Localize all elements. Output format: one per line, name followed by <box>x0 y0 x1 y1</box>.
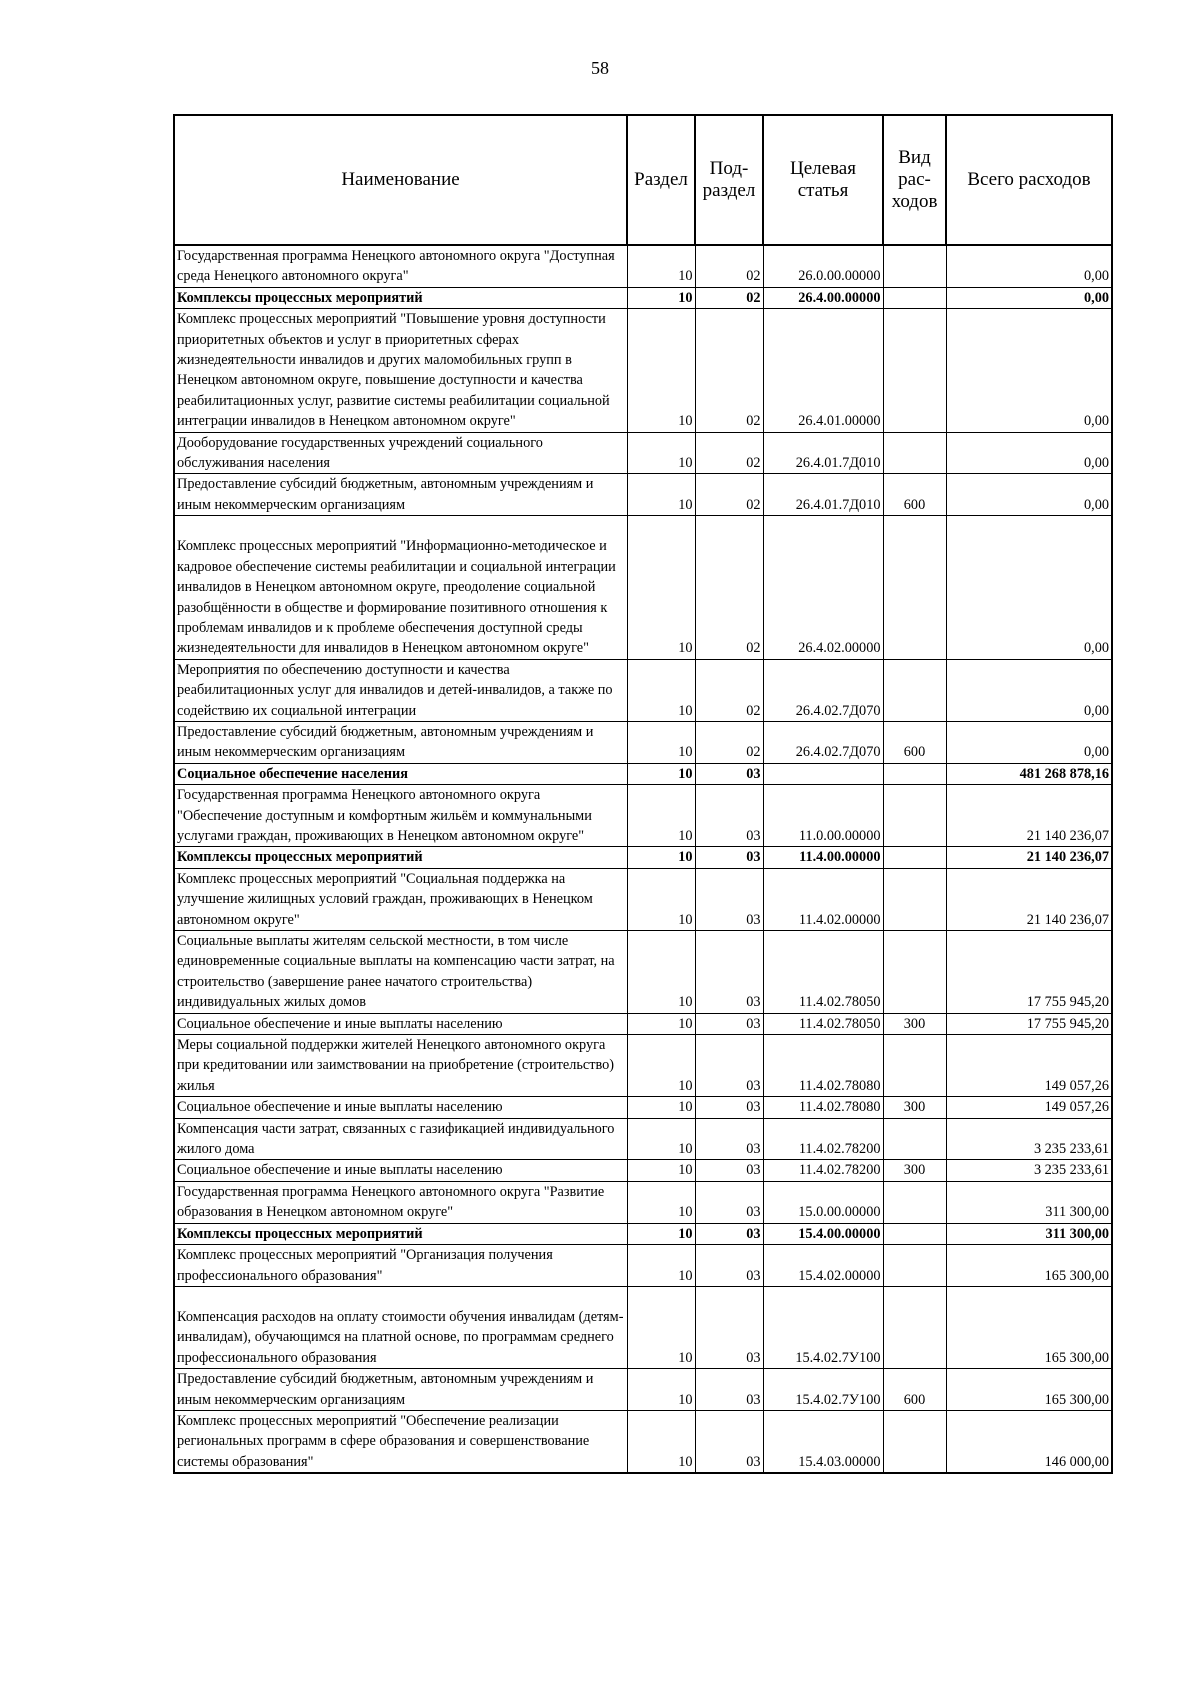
cell-section: 10 <box>627 847 695 868</box>
cell-article: 26.4.02.00000 <box>763 516 883 659</box>
cell-subsection: 03 <box>695 1160 763 1181</box>
cell-section: 10 <box>627 1223 695 1244</box>
cell-article: 11.4.02.78080 <box>763 1097 883 1118</box>
cell-name: Комплексы процессных мероприятий <box>174 1223 627 1244</box>
cell-total: 17 755 945,20 <box>946 931 1112 1014</box>
cell-expense-type: 600 <box>883 721 946 763</box>
cell-subsection: 02 <box>695 287 763 308</box>
cell-article: 11.0.00.00000 <box>763 785 883 847</box>
cell-expense-type <box>883 1035 946 1097</box>
cell-section: 10 <box>627 659 695 721</box>
cell-subsection: 03 <box>695 1245 763 1287</box>
header-total: Всего расходов <box>946 115 1112 245</box>
cell-total: 0,00 <box>946 287 1112 308</box>
cell-expense-type <box>883 659 946 721</box>
cell-expense-type <box>883 931 946 1014</box>
cell-subsection: 03 <box>695 763 763 784</box>
table-row <box>174 287 1112 308</box>
cell-section: 10 <box>627 721 695 763</box>
table-row <box>174 847 1112 868</box>
cell-article <box>763 763 883 784</box>
cell-expense-type <box>883 1410 946 1473</box>
cell-section: 10 <box>627 309 695 432</box>
budget-table <box>173 114 1113 1474</box>
cell-section: 10 <box>627 1369 695 1411</box>
table-body <box>174 245 1112 1473</box>
table-row <box>174 516 1112 659</box>
cell-name: Комплекс процессных мероприятий "Обеспечение реализации региональных программ в сфере образования и совершенствование системы образования" <box>174 1410 627 1473</box>
cell-section: 10 <box>627 287 695 308</box>
cell-article: 11.4.02.78080 <box>763 1035 883 1097</box>
cell-total: 165 300,00 <box>946 1245 1112 1287</box>
header-name: Наименование <box>174 115 627 245</box>
cell-total: 21 140 236,07 <box>946 847 1112 868</box>
table-row <box>174 1286 1112 1368</box>
cell-expense-type <box>883 1286 946 1368</box>
cell-article: 11.4.02.00000 <box>763 868 883 930</box>
cell-section: 10 <box>627 1410 695 1473</box>
cell-subsection: 02 <box>695 245 763 287</box>
cell-name: Комплекс процессных мероприятий "Повышение уровня доступности приоритетных объектов и услуг в приоритетных сферах жизнедеятельности инвалидов и других маломобильных групп в Ненецком автономном округе, повышение доступности и качества реабилитационных услуг, развитие системы реабилитации социальной интеграции инвалидов в Ненецком автономном округе" <box>174 309 627 432</box>
table-row <box>174 1118 1112 1160</box>
cell-total: 0,00 <box>946 245 1112 287</box>
cell-article: 11.4.02.78050 <box>763 1013 883 1034</box>
cell-total: 146 000,00 <box>946 1410 1112 1473</box>
cell-section: 10 <box>627 1035 695 1097</box>
cell-name: Комплекс процессных мероприятий "Организация получения профессионального образования" <box>174 1245 627 1287</box>
cell-subsection: 02 <box>695 309 763 432</box>
cell-total: 149 057,26 <box>946 1035 1112 1097</box>
table-row <box>174 1369 1112 1411</box>
cell-expense-type <box>883 432 946 474</box>
cell-name: Государственная программа Ненецкого автономного округа "Доступная среда Ненецкого автономного округа" <box>174 245 627 287</box>
cell-total: 0,00 <box>946 721 1112 763</box>
table-row <box>174 1097 1112 1118</box>
cell-section: 10 <box>627 868 695 930</box>
cell-name: Дооборудование государственных учреждений социального обслуживания населения <box>174 432 627 474</box>
cell-article: 26.4.01.7Д010 <box>763 474 883 516</box>
cell-section: 10 <box>627 474 695 516</box>
cell-name: Предоставление субсидий бюджетным, автономным учреждениям и иным некоммерческим организациям <box>174 474 627 516</box>
cell-subsection: 03 <box>695 1223 763 1244</box>
cell-article: 15.4.02.00000 <box>763 1245 883 1287</box>
cell-subsection: 02 <box>695 516 763 659</box>
table-row <box>174 1181 1112 1223</box>
cell-article: 15.4.00.00000 <box>763 1223 883 1244</box>
cell-expense-type <box>883 763 946 784</box>
cell-name: Компенсация части затрат, связанных с газификацией индивидуального жилого дома <box>174 1118 627 1160</box>
cell-subsection: 03 <box>695 1286 763 1368</box>
cell-expense-type <box>883 847 946 868</box>
cell-total: 0,00 <box>946 516 1112 659</box>
cell-section: 10 <box>627 1118 695 1160</box>
cell-article: 26.4.02.7Д070 <box>763 659 883 721</box>
cell-article: 15.4.02.7У100 <box>763 1286 883 1368</box>
cell-name: Комплексы процессных мероприятий <box>174 287 627 308</box>
cell-name: Предоставление субсидий бюджетным, автономным учреждениям и иным некоммерческим организациям <box>174 1369 627 1411</box>
cell-total: 481 268 878,16 <box>946 763 1112 784</box>
table-row <box>174 1035 1112 1097</box>
table-row <box>174 1160 1112 1181</box>
header-subsection: Под- раздел <box>695 115 763 245</box>
cell-subsection: 03 <box>695 847 763 868</box>
cell-subsection: 03 <box>695 785 763 847</box>
cell-section: 10 <box>627 785 695 847</box>
cell-name: Комплекс процессных мероприятий "Социальная поддержка на улучшение жилищных условий граждан, проживающих в Ненецком автономном округе" <box>174 868 627 930</box>
cell-expense-type: 300 <box>883 1013 946 1034</box>
cell-subsection: 03 <box>695 1118 763 1160</box>
cell-total: 21 140 236,07 <box>946 868 1112 930</box>
cell-section: 10 <box>627 1181 695 1223</box>
header-expense-type: Вид рас- ходов <box>883 115 946 245</box>
cell-total: 0,00 <box>946 659 1112 721</box>
cell-article: 26.4.02.7Д070 <box>763 721 883 763</box>
table-row <box>174 309 1112 432</box>
cell-expense-type: 300 <box>883 1160 946 1181</box>
cell-subsection: 02 <box>695 659 763 721</box>
cell-name: Социальное обеспечение и иные выплаты населению <box>174 1160 627 1181</box>
cell-section: 10 <box>627 245 695 287</box>
cell-total: 0,00 <box>946 432 1112 474</box>
cell-name: Компенсация расходов на оплату стоимости обучения инвалидам (детям-инвалидам), обучающимся на платной основе, по программам среднего профессионального образования <box>174 1286 627 1368</box>
cell-article: 11.4.02.78200 <box>763 1160 883 1181</box>
cell-subsection: 03 <box>695 1181 763 1223</box>
cell-article: 11.4.00.00000 <box>763 847 883 868</box>
cell-article: 11.4.02.78050 <box>763 931 883 1014</box>
table-row <box>174 721 1112 763</box>
cell-article: 15.4.03.00000 <box>763 1410 883 1473</box>
cell-subsection: 03 <box>695 1035 763 1097</box>
cell-expense-type: 300 <box>883 1097 946 1118</box>
cell-total: 311 300,00 <box>946 1181 1112 1223</box>
cell-expense-type <box>883 1245 946 1287</box>
header-target-article: Целевая статья <box>763 115 883 245</box>
cell-article: 26.0.00.00000 <box>763 245 883 287</box>
cell-section: 10 <box>627 1013 695 1034</box>
table-row <box>174 474 1112 516</box>
cell-section: 10 <box>627 763 695 784</box>
cell-name: Комплекс процессных мероприятий "Информационно-методическое и кадровое обеспечение системы реабилитации и социальной интеграции инвалидов в Ненецком автономном округе, преодоление социальной разобщённости в обществе и формирование позитивного отношения к проблемам инвалидов и к проблеме обеспечения доступной среды жизнедеятельности для инвалидов в Ненецком автономном округе" <box>174 516 627 659</box>
table-row <box>174 1245 1112 1287</box>
cell-subsection: 03 <box>695 1097 763 1118</box>
table-row <box>174 785 1112 847</box>
page-number: 58 <box>591 58 609 78</box>
cell-expense-type <box>883 309 946 432</box>
cell-subsection: 03 <box>695 1013 763 1034</box>
cell-total: 311 300,00 <box>946 1223 1112 1244</box>
cell-section: 10 <box>627 432 695 474</box>
cell-name: Мероприятия по обеспечению доступности и качества реабилитационных услуг для инвалидов и детей-инвалидов, а также по содействию их социальной интеграции <box>174 659 627 721</box>
cell-section: 10 <box>627 931 695 1014</box>
cell-expense-type <box>883 245 946 287</box>
cell-name: Комплексы процессных мероприятий <box>174 847 627 868</box>
table-row <box>174 1013 1112 1034</box>
table-row <box>174 1223 1112 1244</box>
cell-total: 165 300,00 <box>946 1286 1112 1368</box>
header-section: Раздел <box>627 115 695 245</box>
cell-total: 21 140 236,07 <box>946 785 1112 847</box>
cell-expense-type <box>883 516 946 659</box>
cell-subsection: 03 <box>695 868 763 930</box>
cell-article: 26.4.01.7Д010 <box>763 432 883 474</box>
cell-total: 3 235 233,61 <box>946 1160 1112 1181</box>
cell-name: Социальные выплаты жителям сельской местности, в том числе единовременные социальные выплаты на компенсацию части затрат, на строительство (завершение ранее начатого строительства) индивидуальных жилых домов <box>174 931 627 1014</box>
cell-subsection: 02 <box>695 432 763 474</box>
table-row <box>174 763 1112 784</box>
cell-expense-type: 600 <box>883 474 946 516</box>
cell-name: Предоставление субсидий бюджетным, автономным учреждениям и иным некоммерческим организациям <box>174 721 627 763</box>
cell-total: 165 300,00 <box>946 1369 1112 1411</box>
table-row <box>174 432 1112 474</box>
table-row <box>174 659 1112 721</box>
table-row <box>174 245 1112 287</box>
cell-article: 15.4.02.7У100 <box>763 1369 883 1411</box>
cell-total: 3 235 233,61 <box>946 1118 1112 1160</box>
cell-expense-type <box>883 785 946 847</box>
cell-name: Социальное обеспечение населения <box>174 763 627 784</box>
cell-name: Социальное обеспечение и иные выплаты населению <box>174 1013 627 1034</box>
cell-section: 10 <box>627 1286 695 1368</box>
cell-article: 26.4.00.00000 <box>763 287 883 308</box>
table-header-row <box>174 115 1112 245</box>
cell-section: 10 <box>627 1245 695 1287</box>
cell-expense-type <box>883 287 946 308</box>
cell-name: Государственная программа Ненецкого автономного округа "Обеспечение доступным и комфортным жильём и коммунальными услугами граждан, проживающих в Ненецком автономном округе" <box>174 785 627 847</box>
cell-total: 0,00 <box>946 474 1112 516</box>
cell-expense-type <box>883 1118 946 1160</box>
cell-section: 10 <box>627 1160 695 1181</box>
cell-expense-type <box>883 1181 946 1223</box>
cell-expense-type <box>883 1223 946 1244</box>
cell-article: 11.4.02.78200 <box>763 1118 883 1160</box>
cell-section: 10 <box>627 1097 695 1118</box>
table-row <box>174 868 1112 930</box>
cell-subsection: 03 <box>695 931 763 1014</box>
cell-total: 149 057,26 <box>946 1097 1112 1118</box>
cell-expense-type <box>883 868 946 930</box>
cell-subsection: 03 <box>695 1369 763 1411</box>
cell-article: 15.0.00.00000 <box>763 1181 883 1223</box>
cell-name: Социальное обеспечение и иные выплаты населению <box>174 1097 627 1118</box>
table-row <box>174 931 1112 1014</box>
cell-article: 26.4.01.00000 <box>763 309 883 432</box>
cell-section: 10 <box>627 516 695 659</box>
cell-subsection: 02 <box>695 474 763 516</box>
cell-expense-type: 600 <box>883 1369 946 1411</box>
table-row <box>174 1410 1112 1473</box>
cell-name: Меры социальной поддержки жителей Ненецкого автономного округа при кредитовании или заимствовании на приобретение (строительство) жилья <box>174 1035 627 1097</box>
cell-subsection: 03 <box>695 1410 763 1473</box>
cell-total: 0,00 <box>946 309 1112 432</box>
cell-name: Государственная программа Ненецкого автономного округа "Развитие образования в Ненецком автономном округе" <box>174 1181 627 1223</box>
cell-total: 17 755 945,20 <box>946 1013 1112 1034</box>
cell-subsection: 02 <box>695 721 763 763</box>
